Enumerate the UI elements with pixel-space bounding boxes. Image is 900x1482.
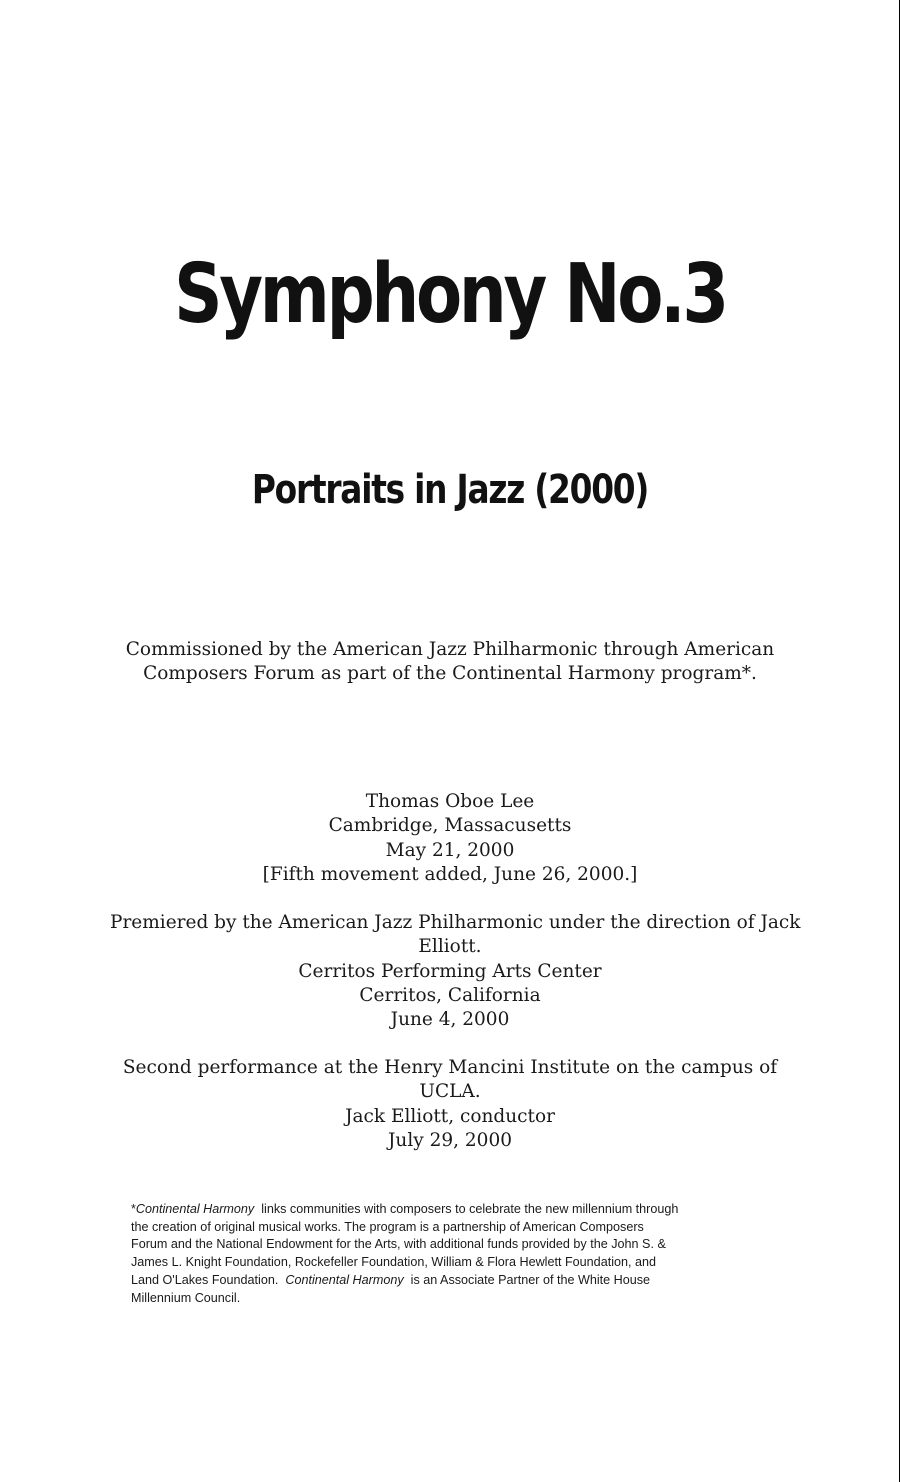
commission-line-1: Commissioned by the American Jazz Philharmonic through American [125, 639, 775, 660]
second-performance-line-2: UCLA. [419, 1081, 481, 1103]
composition-date: May 21, 2000 [385, 839, 515, 861]
page-subtitle: Portraits in Jazz (2000) [251, 467, 649, 513]
footnote-program-name-2: Continental Harmony [285, 1272, 404, 1287]
footnote-line-5-text: is an Associate Partner of the White House [403, 1272, 651, 1287]
second-performance-block [110, 1056, 790, 1153]
second-performance-conductor: Jack Elliott, conductor [345, 1105, 555, 1127]
composer-place: Cambridge, Massacusetts [328, 815, 572, 837]
footnote-line-1 [131, 1201, 791, 1219]
premiere-city: Cerritos, California [359, 984, 541, 1006]
footnote-line-5 [131, 1272, 791, 1290]
composer-name: Thomas Oboe Lee [365, 791, 535, 812]
premiere-date: June 4, 2000 [390, 1009, 510, 1031]
footnote-line-3: Forum and the National Endowment for the Arts, with additional funds provided by the John S. & [131, 1237, 666, 1252]
footnote-line-4: James L. Knight Foundation, Rockefeller Foundation, William & Flora Hewlett Foundation, and [131, 1255, 657, 1270]
commission-line-2: Composers Forum as part of the Continental Harmony program*. [143, 663, 757, 685]
page-title: Symphony No.3 [174, 247, 726, 342]
second-performance-line-1: Second performance at the Henry Mancini Institute on the campus of [122, 1057, 778, 1078]
composer-block [110, 790, 790, 887]
footnote [131, 1201, 791, 1307]
footnote-line-6: Millennium Council. [131, 1290, 241, 1305]
premiere-line-1: Premiered by the American Jazz Philharmonic under the direction of Jack [110, 912, 801, 933]
second-performance-date: July 29, 2000 [388, 1129, 512, 1151]
premiere-venue: Cerritos Performing Arts Center [298, 960, 602, 982]
footnote-line-5-start: Land O'Lakes Foundation. [131, 1272, 286, 1287]
revision-note: [Fifth movement added, June 26, 2000.] [262, 863, 638, 885]
premiere-block [110, 911, 801, 1032]
footnote-line-1-text: links communities with composers to celebrate the new millennium through [254, 1202, 679, 1216]
footnote-star: * [131, 1202, 136, 1216]
commission-statement [110, 638, 790, 687]
footnote-program-name: Continental Harmony [135, 1202, 255, 1216]
footnote-line-2: the creation of original musical works. The program is a partnership of American Composers [131, 1219, 644, 1234]
premiere-line-2: Elliott. [418, 936, 482, 958]
